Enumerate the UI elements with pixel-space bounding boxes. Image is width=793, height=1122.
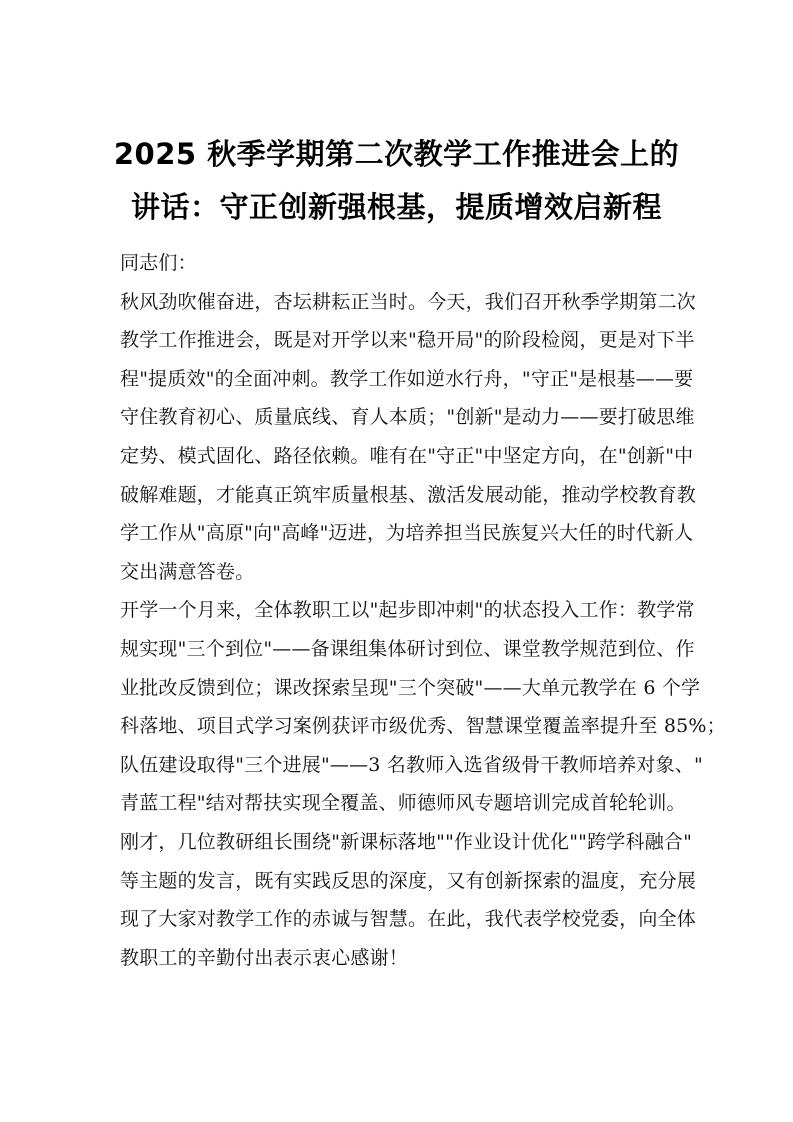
paragraph-line: 教学工作推进会，既是对开学以来"稳开局"的阶段检阅，更是对下半 — [120, 329, 695, 352]
paragraph-line: 业批改反馈到位；课改探索呈现"三个突破"——大单元教学在 6 个学 — [120, 676, 701, 699]
paragraph-line: 刚才，几位教研组长围绕"新课标落地""作业设计优化""跨学科融合" — [120, 830, 693, 853]
paragraph-line: 等主题的发言，既有实践反思的深度，又有创新探索的温度，充分展 — [120, 869, 697, 892]
paragraph-line: 队伍建设取得"三个进展"——3 名教师入选省级骨干教师培养对象、" — [120, 753, 703, 776]
paragraph-line: 学工作从"高原"向"高峰"迈进，为培养担当民族复兴大任的时代新人 — [120, 522, 694, 545]
document-title — [100, 128, 693, 234]
paragraph-line: 交出满意答卷。 — [120, 560, 255, 583]
paragraph-line: 现了大家对教学工作的赤诚与智慧。在此，我代表学校党委，向全体 — [120, 908, 697, 931]
paragraph-line: 青蓝工程"结对帮扶实现全覆盖、师德师风专题培训完成首轮轮训。 — [120, 792, 686, 815]
paragraph-line: 破解难题，才能真正筑牢质量根基、激活发展动能，推动学校教育教 — [120, 483, 697, 506]
paragraph-line: 规实现"三个到位"——备课组集体研讨到位、课堂教学规范到位、作 — [120, 637, 695, 660]
paragraph-opening — [120, 283, 697, 592]
paragraph-line: 守住教育初心、质量底线、育人本质；"创新"是动力——要打破思维 — [120, 406, 695, 429]
paragraph-progress — [120, 591, 726, 823]
title-line-1: 2025 秋季学期第二次教学工作推进会上的 — [113, 137, 680, 171]
salutation: 同志们： — [120, 252, 197, 274]
paragraph-thanks — [120, 823, 697, 977]
paragraph-line: 开学一个月来，全体教职工以"起步即冲刺"的状态投入工作：教学常 — [120, 599, 695, 622]
paragraph-line: 教职工的辛勤付出表示衷心感谢！ — [120, 946, 409, 969]
paragraph-line: 秋风劲吹催奋进，杏坛耕耘正当时。今天，我们召开秋季学期第二次 — [120, 290, 697, 313]
paragraph-line: 定势、模式固化、路径依赖。唯有在"守正"中坚定方向，在"创新"中 — [120, 444, 694, 467]
paragraph-line: 程"提质效"的全面冲刺。教学工作如逆水行舟，"守正"是根基——要 — [120, 367, 694, 390]
title-line-2: 讲话：守正创新强根基，提质增效启新程 — [130, 190, 662, 224]
paragraph-line: 科落地、项目式学习案例获评市级优秀、智慧课堂覆盖率提升至 85%； — [120, 715, 726, 738]
document-body — [120, 244, 726, 977]
